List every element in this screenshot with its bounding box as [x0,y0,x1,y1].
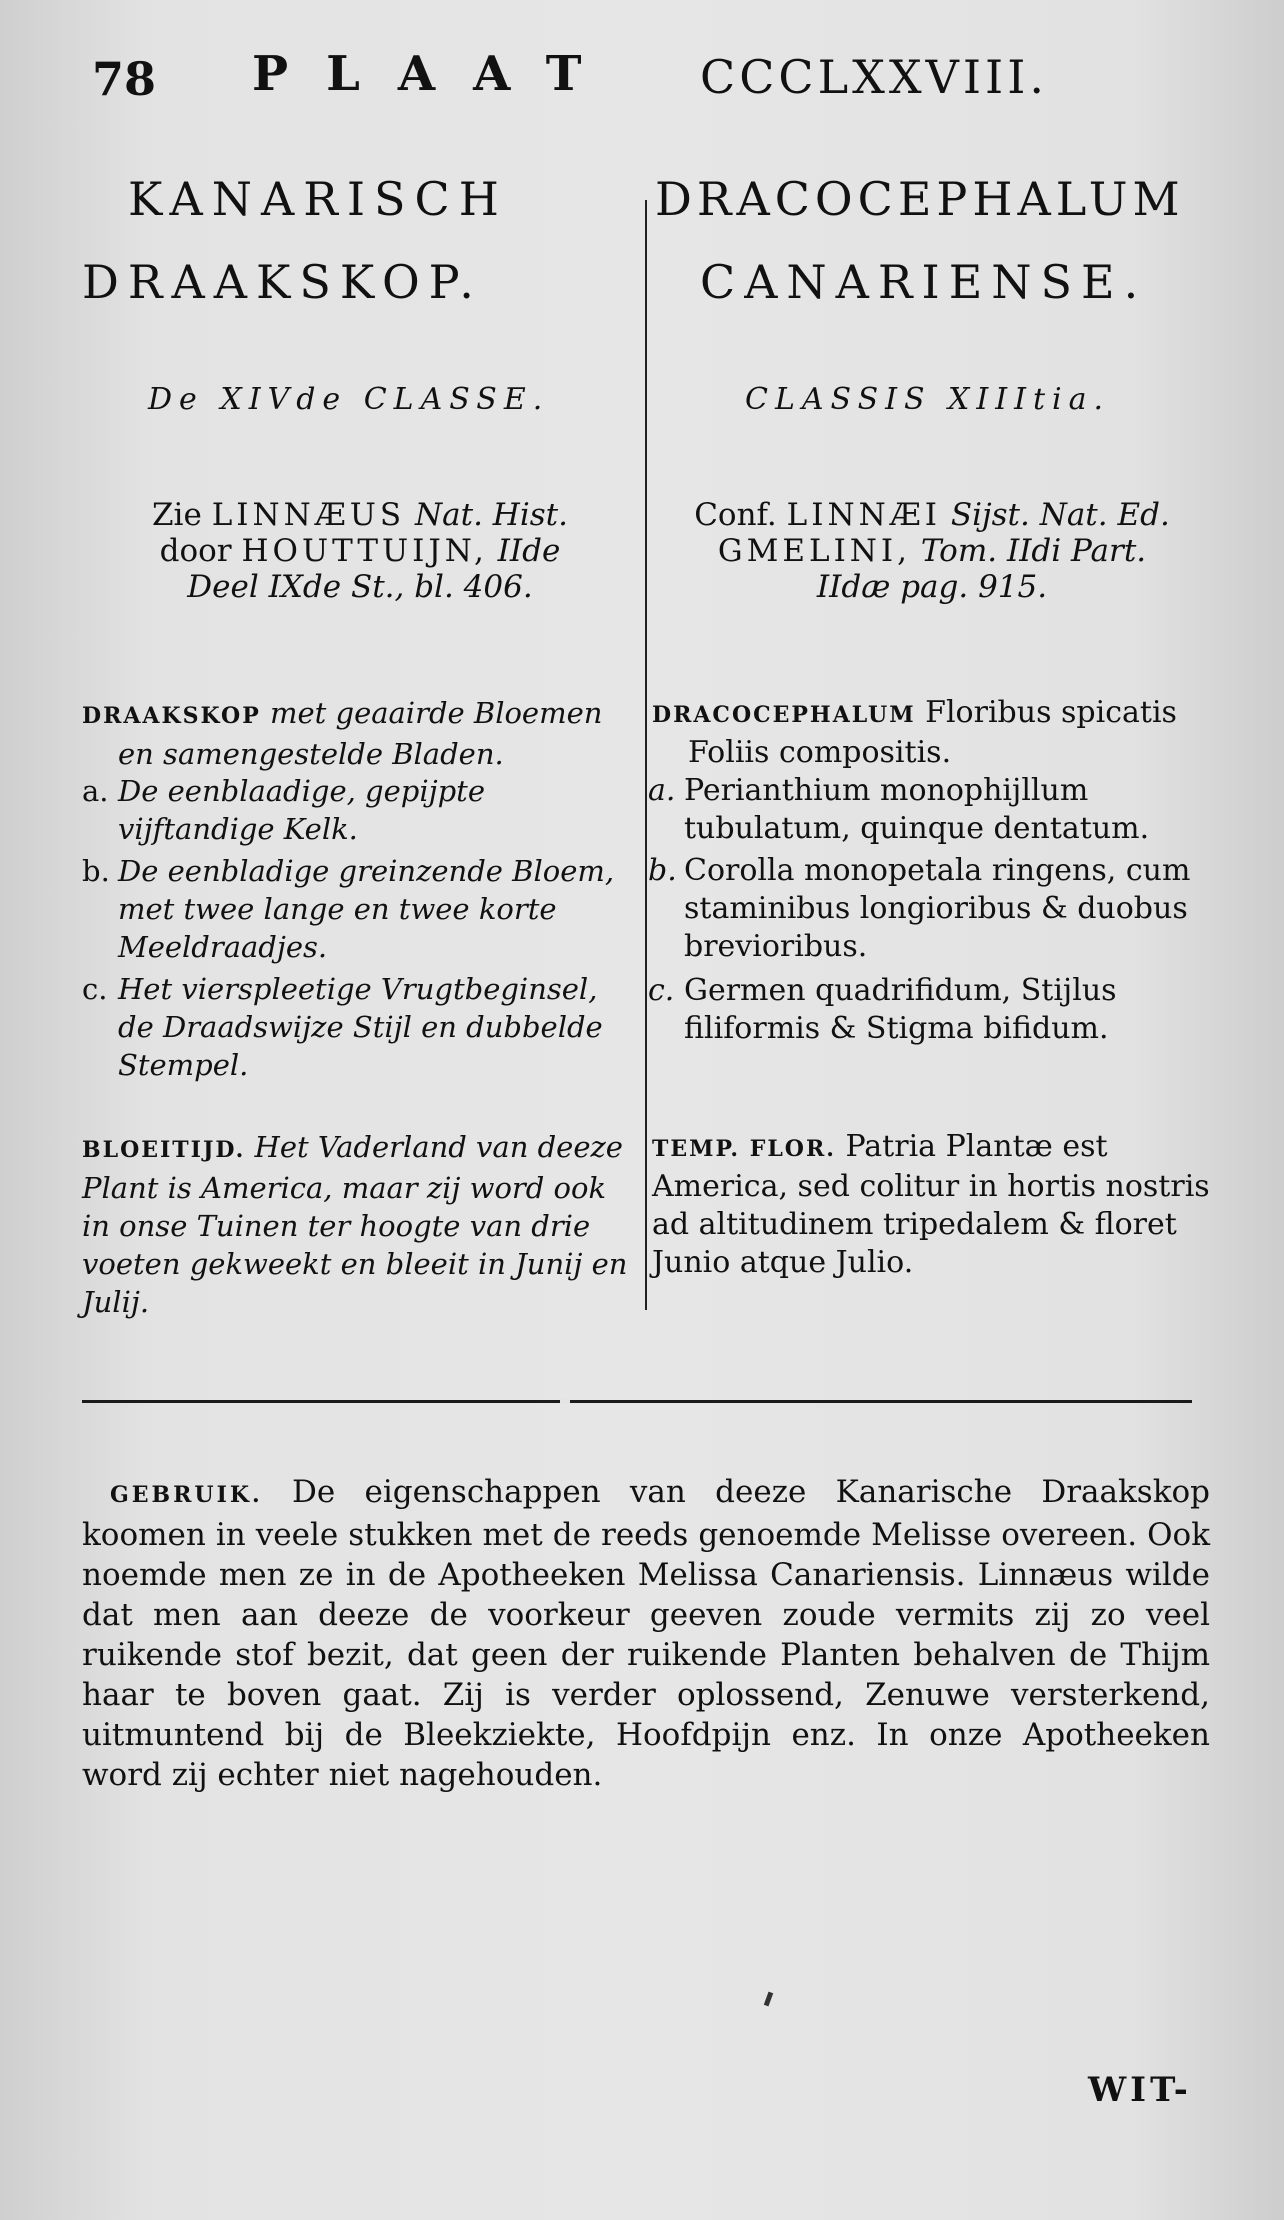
left-ref-translator: HOUTTUIJN, [241,533,488,569]
column-divider [645,200,647,1310]
right-ref-line1 [652,497,1212,533]
left-item-b-marker: b. [82,854,110,888]
right-flowering-head: TEMP. FLOR. [652,1136,836,1162]
right-item-a-marker: a. [648,773,676,808]
right-ref-line2 [652,533,1212,569]
section-rule [82,1400,1192,1403]
left-ref-author: LINNÆUS [211,497,406,533]
right-item-b-marker: b. [648,853,677,888]
usage-paragraph [82,1472,1210,1795]
right-ref-line1-c: Sijst. Nat. Ed. [950,497,1170,533]
left-ref-line2-a: door [159,533,232,569]
right-item-b-text: Corolla monopetala ringens, cum staminibus longioribus & duobus brevioribus. [684,853,1191,964]
right-ref-author: LINNÆI [786,497,941,533]
left-class-line: De XIVde CLASSE. [148,382,550,417]
ink-speck [764,1992,773,2007]
left-item-a-text: De eenblaadige, gepijpte vijftandige Kelk. [118,774,485,846]
left-flowering-head: BLOEITIJD. [82,1137,246,1163]
right-item-a-text: Perianthium monophijllum tubulatum, quinque dentatum. [684,773,1150,846]
right-item-c [648,972,1212,1048]
usage-text: De eigenschappen van deeze Kanarische Draakskop koomen in veele stukken met de reeds genoemde Melisse overeen. Ook noemde men ze in de Apotheeken Melissa Canariensis. Linnæus wilde dat men aan deeze de voorkeur geeven zoude vermits zij zo veel ruikende stof bezit, dat geen der ruikende Planten behalven de Thijm haar te boven gaat. Zij is verder oplossend, Zenuwe versterkend, uitmuntend bij de Bleekziekte, Hoofdpijn enz. In onze Apotheeken word zij echter niet nagehouden. [82,1474,1210,1793]
right-item-c-marker: c. [648,973,675,1008]
left-flowering [82,1128,630,1321]
left-desc-head: DRAAKSKOP [82,703,261,729]
right-ref-line3: IIdæ pag. 915. [816,569,1048,605]
left-ref-line1-c: Nat. Hist. [415,497,568,533]
page-number: 78 [92,52,157,106]
left-item-a-marker: a. [82,774,109,808]
section-rule-gap [560,1399,570,1404]
left-ref-line2-c: IIde [497,533,561,569]
right-flowering [652,1128,1212,1282]
right-ref-editor: GMELINI, [717,533,912,569]
right-ref-line2-b: Tom. IIdi Part. [920,533,1147,569]
left-desc-lead [82,694,630,773]
right-flowering-text: Patria Plantæ est America, sed colitur in hortis nostris ad altitudinem tripedalem & floret Junio atque Julio. [652,1129,1210,1280]
left-desc-text: met geaairde Bloemen en samengestelde Bladen. [118,696,603,771]
left-ref-line1-a: Zie [152,497,202,533]
right-item-a [648,772,1212,848]
left-ref-line1 [100,497,620,533]
left-title-line2: DRAAKSKOP. [82,255,483,309]
left-reference [100,497,620,605]
plate-heading: PLAAT [252,46,620,102]
left-item-c-text: Het vierspleetige Vrugtbeginsel, de Draadswijze Stijl en dubbelde Stempel. [118,972,603,1082]
right-desc-text: Floribus spicatis Foliis compositis. [688,695,1177,770]
right-item-b [648,852,1212,966]
right-ref-line1-a: Conf. [694,497,777,533]
left-ref-line3: Deel IXde St., bl. 406. [187,569,533,605]
left-title-line1: KANARISCH [128,172,508,226]
right-item-c-text: Germen quadrifidum, Stijlus filiformis & Stigma bifidum. [684,973,1117,1046]
right-desc-head: DRACOCEPHALUM [652,702,916,728]
usage-head: GEBRUIK. [110,1482,263,1508]
left-ref-line2 [100,533,620,569]
right-class-line: CLASSIS XIIItia. [745,382,1111,417]
left-description [82,694,630,773]
right-title-line1: DRACOCEPHALUM [655,172,1185,226]
catchword: WIT- [1088,2070,1192,2110]
plate-number: CCCLXXVIII. [700,50,1048,104]
right-title-line2: CANARIENSE. [700,255,1148,309]
right-reference [652,497,1212,605]
left-item-c [82,970,630,1084]
left-item-a [82,772,630,848]
left-flowering-text: Het Vaderland van deeze Plant is America, maar zij word ook in onse Tuinen ter hoogte van drie voeten gekweekt en bleeit in Junij en Julij. [82,1130,628,1319]
right-description [652,694,1212,772]
left-item-c-marker: c. [82,972,108,1006]
left-item-b [82,852,630,966]
left-item-b-text: De eenbladige greinzende Bloem, met twee lange en twee korte Meeldraadjes. [118,854,615,964]
